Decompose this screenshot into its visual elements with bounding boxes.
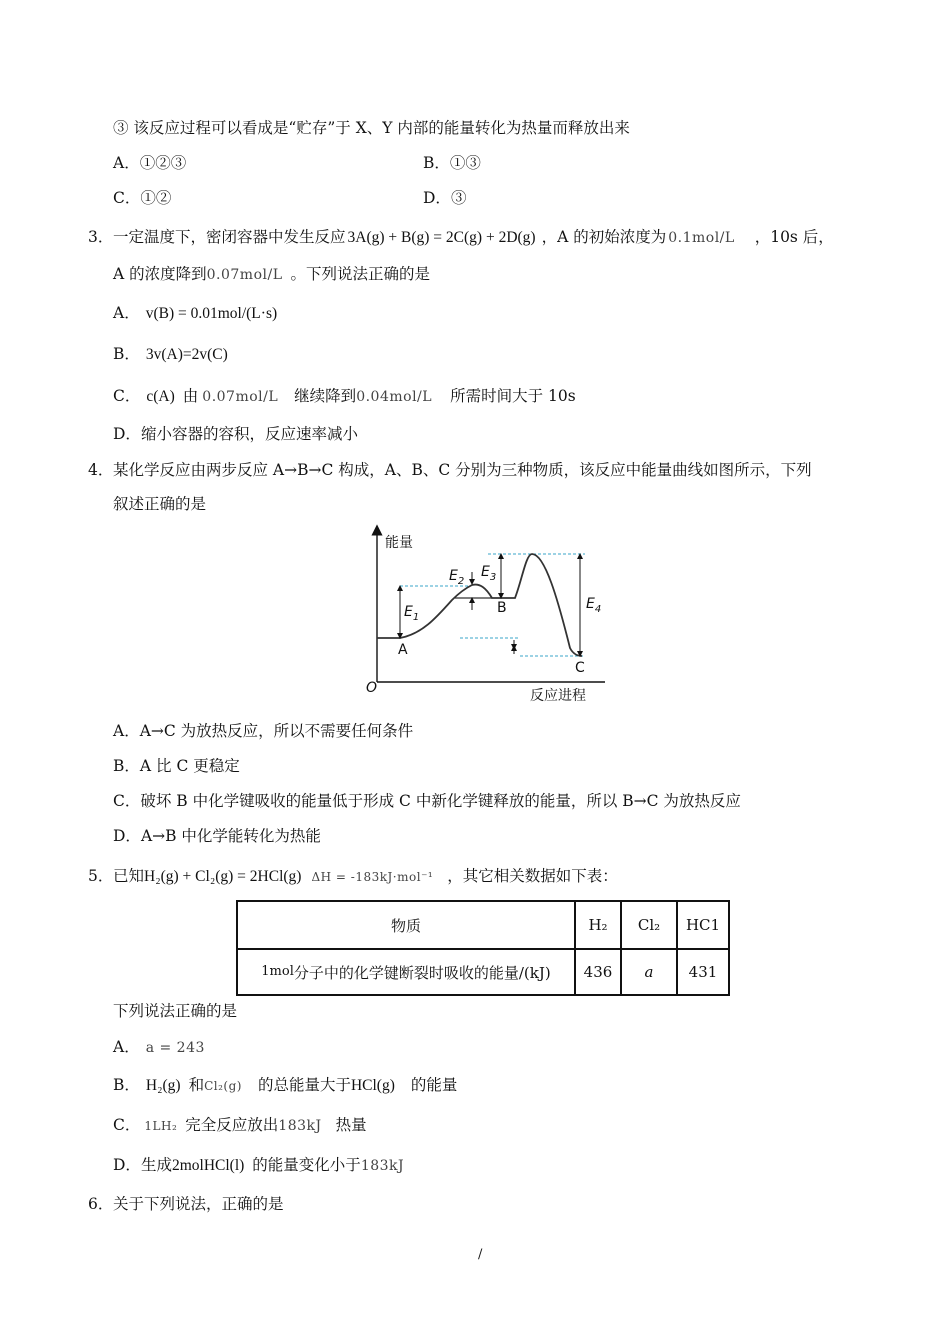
table-header-cell: H₂ [575,901,621,949]
option-letter: D． [113,425,141,443]
point-a-label: A [398,642,408,658]
q5-option-d[interactable] [113,1155,404,1176]
q3-stem-text: ，10s 后， [754,228,834,246]
option-text: Cl₂(g) [204,1079,242,1093]
table-cell: 436 [575,949,621,995]
option-text: 0.07mol/L [202,389,279,405]
table-row-label-text: 分子中的化学键断裂时吸收的能量/(kJ) [293,963,551,982]
q3-reaction-equation: 3A(g) + B(g) = 2C(g) + 2D(g) [347,229,536,246]
option-text: 的能量变化小于 [252,1156,361,1174]
q2-statement-3: ③ 该反应过程可以看成是“贮存”于 X、Y 内部的能量转化为热量而释放出来 [113,119,630,137]
q4-option-a[interactable] [113,721,413,741]
q3-concentration-10s: 0.07mol/L [206,267,283,283]
q2-option-a[interactable] [113,153,186,173]
option-text: 3v(A)=2v(C) [145,346,228,363]
option-letter: C． [113,1116,141,1134]
table-cell: 431 [677,949,729,995]
bond-energy-table [236,900,730,996]
option-letter: B． [423,154,450,172]
option-letter: A． [113,154,140,172]
option-text: 缩小容器的容积，反应速率减小 [140,425,358,443]
q4-option-b[interactable] [113,756,240,776]
q4-number: 4． [88,461,114,479]
option-text: ③ [450,189,467,207]
option-letter: C． [113,189,141,207]
option-text: 和 [188,1076,205,1094]
option-text: ①③ [449,154,481,172]
option-text: 183kJ [278,1118,322,1134]
q3-stem-text: ，A 的初始浓度为 [541,228,667,246]
q3-stem-text: A 的浓度降到 [113,265,207,283]
option-text: 由 [182,387,199,405]
option-letter: A． [113,1038,140,1056]
origin-label: O [366,680,378,696]
q4-stem-line2: 叙述正确的是 [113,495,207,513]
y-axis-label: 能量 [385,535,413,551]
option-letter: B． [113,757,140,775]
option-letter: D． [423,189,451,207]
option-text: v(B) = 0.01mol/(L·s) [145,305,278,322]
q3-stem-line1 [113,227,834,248]
option-text: 所需时间大于 10s [450,387,576,405]
q3-stem-text: 一定温度下，密闭容器中发生反应 [113,228,346,246]
option-text: 的总能量大于 [257,1076,351,1094]
option-text: c(A) [146,388,175,405]
q3-number: 3． [88,228,114,246]
option-text: HCl(g) [350,1077,395,1094]
table-row-label [237,949,575,995]
q5-option-a[interactable] [113,1037,205,1058]
e4-label: $E_4$ [586,596,602,615]
table-header-cell: HC1 [677,901,729,949]
q4-option-d[interactable] [113,826,321,846]
point-b-label: B [497,600,507,616]
q5-reaction-equation: H₂(g) + Cl₂(g) = 2HCl(g) [144,868,302,885]
option-letter: A． [113,304,140,322]
q3-option-a[interactable] [113,303,277,324]
q2-option-d[interactable] [423,188,466,208]
option-text: 的能量 [410,1076,458,1094]
option-text: 破坏 B 中化学键吸收的能量低于形成 C 中新化学键释放的能量，所以 B→C 为放热反应 [140,792,741,810]
q3-stem-text: 。下列说法正确的是 [290,265,431,283]
option-text: 0.04mol/L [356,389,433,405]
option-text: ①②③ [139,154,187,172]
option-letter: B． [113,1076,140,1094]
option-letter: A． [113,722,140,740]
option-letter: D． [113,1156,141,1174]
q2-option-c[interactable] [113,188,171,208]
q5-stem [113,866,618,887]
option-letter: B． [113,345,140,363]
q5-enthalpy-change: ΔH = -183kJ·mol⁻¹ [311,870,434,884]
q5-after-table: 下列说法正确的是 [113,1002,238,1020]
option-text: A 比 C 更稳定 [139,757,240,775]
option-text: 183kJ [360,1158,405,1174]
option-text: 生成 [140,1156,172,1174]
option-text: H₂(g) [145,1077,181,1094]
q5-number: 5． [88,867,114,885]
option-text: A→B 中化学能转化为热能 [140,827,321,845]
q3-stem-line2 [113,264,430,285]
option-text: 继续降到 [294,387,357,405]
table-header-row [237,901,729,949]
q5-stem-text: 已知 [113,867,145,885]
option-text: ①② [140,189,172,207]
e3-label: $E_3$ [481,564,497,583]
q5-option-b[interactable] [113,1075,457,1096]
option-letter: D． [113,827,141,845]
q3-option-b[interactable] [113,344,228,365]
option-text: A→C 为放热反应，所以不需要任何条件 [139,722,414,740]
q4-option-c[interactable] [113,791,741,811]
point-c-label: C [575,660,585,676]
q6-stem: 关于下列说法，正确的是 [113,1195,284,1213]
table-row [237,949,729,995]
table-cell: a [621,949,677,995]
option-text: 完全反应放出 [185,1116,279,1134]
option-text: 2molHCl(l) [171,1157,245,1174]
option-text: 热量 [335,1116,367,1134]
e2-label: $E_2$ [449,568,465,587]
table-header-cell: Cl₂ [621,901,677,949]
e1-label: $E_1$ [404,604,420,623]
page-number-mark: / [478,1247,483,1262]
q4-stem-line1: 某化学反应由两步反应 A→B→C 构成，A、B、C 分别为三种物质，该反应中能量曲线如图所示，下列 [113,461,812,479]
x-axis-label: 反应进程 [530,688,586,704]
q5-stem-text: ，其它相关数据如下表： [447,867,618,885]
q3-option-d[interactable] [113,424,358,444]
option-text: 1LH₂ [144,1119,178,1133]
q6-number: 6． [88,1195,114,1213]
q3-initial-concentration: 0.1mol/L [668,230,735,246]
table-row-label-mol: 1mol [261,963,294,979]
option-letter: C． [113,792,141,810]
energy-diagram [360,520,610,710]
option-text: a = 243 [145,1040,205,1056]
q2-option-b[interactable] [423,153,481,173]
table-header-cell: 物质 [237,901,575,949]
q5-option-c[interactable] [113,1115,367,1136]
q3-option-c[interactable] [113,386,576,407]
option-letter: C． [113,387,141,405]
